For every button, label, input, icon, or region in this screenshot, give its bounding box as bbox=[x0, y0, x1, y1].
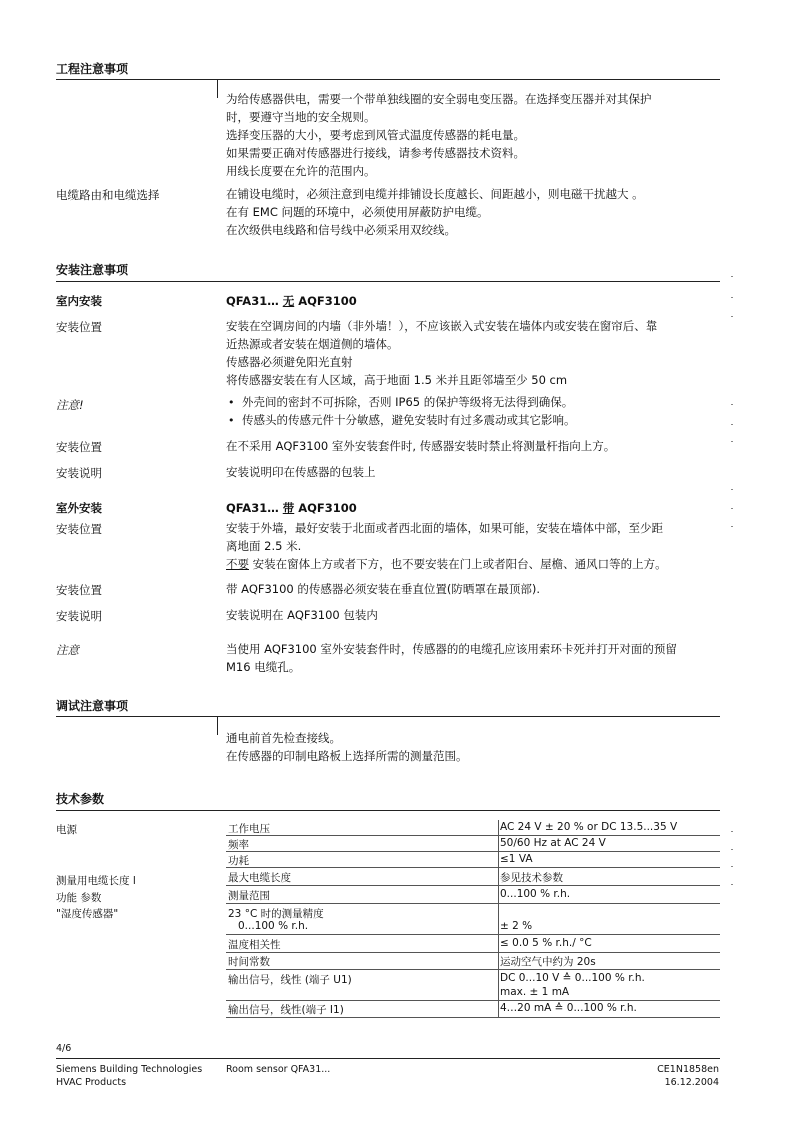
install-location-text: 带 AQF3100 的传感器必须安装在垂直位置(防晒罩在最顶部). bbox=[226, 582, 541, 596]
text-line: 在有 EMC 问题的环境中，必须使用屏蔽防护电缆。 bbox=[226, 205, 489, 219]
cell-divider bbox=[498, 1001, 499, 1017]
model-accessory: AQF3100 bbox=[294, 294, 357, 308]
param-cell: 频率 bbox=[228, 839, 249, 851]
footer-doc-title: Room sensor QFA31... bbox=[226, 1064, 331, 1075]
section-heading-commissioning: 调试注意事项 bbox=[56, 699, 129, 713]
table-row bbox=[226, 1001, 720, 1018]
text-line: 离地面 2.5 米. bbox=[226, 539, 302, 553]
install-location-label: 安装位置 bbox=[56, 583, 102, 597]
text-line: 在铺设电缆时，必须注意到电缆并排铺设长度越长、间距越小，则电磁干扰越大 。 bbox=[226, 187, 644, 201]
commissioning-text bbox=[226, 729, 468, 765]
install-location-text bbox=[226, 317, 657, 389]
value-subcell: max. ± 1 mA bbox=[500, 986, 570, 998]
text-line: 安装在空调房间的内墙（非外墙！），不应该嵌入式安装在墙体内或安装在窗帘后、靠 bbox=[226, 319, 658, 333]
value-cell: ≤ 0.0 5 % r.h./ °C bbox=[500, 937, 592, 949]
text-line: 安装于外墙，最好安装于北面或者西北面的墙体，如果可能，安装在墙体中部，至少距 bbox=[226, 521, 663, 535]
footer-date: 16.12.2004 bbox=[664, 1077, 719, 1088]
param-cell: 功耗 bbox=[228, 855, 249, 867]
value-cell: ≤1 VA bbox=[500, 853, 533, 865]
text-line: 传感器必须避免阳光直射 bbox=[226, 355, 353, 369]
value-cell: 50/60 Hz at AC 24 V bbox=[500, 837, 606, 849]
margin-mark bbox=[731, 297, 733, 298]
value-cell: 4…20 mA ≙ 0...100 % r.h. bbox=[500, 1002, 637, 1014]
indoor-model bbox=[226, 293, 357, 309]
cell-divider bbox=[498, 904, 499, 934]
tech-label-humidity: "湿度传感器" bbox=[56, 908, 119, 920]
model-name: QFA31… bbox=[226, 501, 283, 515]
param-cell: 时间常数 bbox=[228, 956, 270, 968]
table-row bbox=[226, 868, 720, 886]
warning-keyword: 不要 bbox=[226, 557, 249, 571]
bullet-icon: • bbox=[228, 396, 235, 409]
text-line: 当使用 AQF3100 室外安装套件时，传感器的的电缆孔应该用索环卡死并打开对面的预留 bbox=[226, 642, 677, 656]
note-text bbox=[226, 640, 677, 676]
table-row bbox=[226, 852, 720, 868]
value-cell: ± 2 % bbox=[500, 920, 533, 932]
model-qualifier: 带 bbox=[282, 501, 295, 515]
engineering-paragraph bbox=[226, 90, 652, 180]
text-line: 如果需要正确对传感器进行接线，请参考传感器技术资料。 bbox=[226, 146, 525, 160]
param-cell: 23 °C 时的测量精度 bbox=[228, 908, 324, 920]
margin-mark bbox=[731, 866, 733, 867]
footer-doc-id: CE1N1858en bbox=[657, 1064, 719, 1075]
cell-divider bbox=[498, 886, 499, 903]
table-row bbox=[226, 836, 720, 852]
tech-label-power: 电源 bbox=[56, 824, 77, 836]
cell-divider bbox=[498, 970, 499, 1000]
param-cell: 测量范围 bbox=[228, 890, 270, 902]
cell-divider bbox=[498, 953, 499, 969]
margin-mark bbox=[731, 884, 733, 885]
install-location-text bbox=[226, 519, 667, 573]
value-cell: 运动空气中约为 20s bbox=[500, 956, 596, 968]
install-location-label: 安装位置 bbox=[56, 522, 102, 536]
text-line: 为给传感器供电，需要一个带单独线圈的安全弱电变压器。在选择变压器并对其保护 bbox=[226, 92, 652, 106]
footer-company: Siemens Building Technologies bbox=[56, 1064, 203, 1075]
tech-label-function: 功能 参数 bbox=[56, 892, 102, 904]
section-heading-installation: 安装注意事项 bbox=[56, 263, 129, 277]
cell-divider bbox=[498, 820, 499, 835]
section-vline bbox=[217, 80, 218, 98]
footer-rule bbox=[56, 1058, 720, 1059]
text-line: 选择变压器的大小，要考虑到风管式温度传感器的耗电量。 bbox=[226, 128, 525, 142]
section-rule bbox=[56, 716, 720, 717]
table-row bbox=[226, 935, 720, 953]
section-heading-engineering: 工程注意事项 bbox=[56, 62, 129, 76]
page-number: 4/6 bbox=[56, 1043, 72, 1054]
text-line: 在次级供电线路和信号线中必须采用双绞线。 bbox=[226, 223, 456, 237]
outdoor-model bbox=[226, 500, 357, 516]
note-label: 注意 bbox=[56, 643, 79, 657]
margin-mark bbox=[731, 276, 733, 277]
value-cell: AC 24 V ± 20 % or DC 13.5...35 V bbox=[500, 821, 678, 833]
install-instruction-text: 安装说明在 AQF3100 包装内 bbox=[226, 608, 378, 622]
value-cell: 0...100 % r.h. bbox=[500, 888, 571, 900]
table-row bbox=[226, 886, 720, 904]
param-subcell: 0...100 % r.h. bbox=[238, 920, 309, 932]
margin-mark bbox=[731, 404, 733, 405]
install-instruction-label: 安装说明 bbox=[56, 609, 102, 623]
text-line: 在传感器的印制电路板上选择所需的测量范围。 bbox=[226, 749, 468, 763]
param-cell: 温度相关性 bbox=[228, 939, 281, 951]
section-heading-technical: 技术参数 bbox=[56, 792, 105, 806]
table-row bbox=[226, 904, 720, 935]
margin-mark bbox=[731, 526, 733, 527]
text-line: M16 电缆孔。 bbox=[226, 660, 301, 674]
install-instruction-text: 安装说明印在传感器的包装上 bbox=[226, 465, 376, 479]
cell-divider bbox=[498, 852, 499, 867]
table-row bbox=[226, 953, 720, 970]
cell-divider bbox=[498, 868, 499, 885]
section-rule bbox=[56, 79, 720, 80]
margin-mark bbox=[731, 489, 733, 490]
margin-mark bbox=[731, 424, 733, 425]
table-row bbox=[226, 820, 720, 836]
bullet-icon: • bbox=[228, 414, 235, 427]
cell-divider bbox=[498, 935, 499, 952]
note-label: 注意! bbox=[56, 398, 84, 412]
text-line: 用线长度要在允许的范围内。 bbox=[226, 164, 376, 178]
cell-divider bbox=[498, 836, 499, 851]
margin-mark bbox=[731, 849, 733, 850]
param-cell: 输出信号，线性(端子 I1) bbox=[228, 1004, 344, 1016]
text-line: 将传感器安装在有人区域，高于地面 1.5 米并且距邻墙至少 50 cm bbox=[226, 373, 568, 387]
section-rule bbox=[56, 810, 720, 811]
note-bullet: 外壳间的密封不可拆除，否则 IP65 的保护等级将无法得到确保。 bbox=[242, 395, 574, 409]
indoor-installation-label: 室内安装 bbox=[56, 294, 102, 308]
install-location-label: 安装位置 bbox=[56, 440, 102, 454]
value-cell: 参见技术参数 bbox=[500, 872, 563, 884]
section-rule bbox=[56, 281, 720, 282]
param-cell: 最大电缆长度 bbox=[228, 872, 291, 884]
table-row bbox=[226, 970, 720, 1001]
margin-mark bbox=[731, 316, 733, 317]
param-cell: 工作电压 bbox=[228, 823, 270, 835]
param-cell: 输出信号，线性 (端子 U1) bbox=[228, 974, 352, 986]
install-location-text: 在不采用 AQF3100 室外安装套件时, 传感器安装时禁止将测量杆指向上方。 bbox=[226, 439, 616, 453]
model-accessory: AQF3100 bbox=[294, 501, 357, 515]
note-bullet: 传感头的传感元件十分敏感，避免安装时有过多震动或其它影响。 bbox=[242, 413, 576, 427]
warning-line bbox=[226, 555, 667, 573]
text-line: 时，要遵守当地的安全规则。 bbox=[226, 110, 376, 124]
model-qualifier: 无 bbox=[282, 294, 295, 308]
cable-routing-label: 电缆路由和电缆选择 bbox=[56, 188, 160, 202]
model-name: QFA31… bbox=[226, 294, 283, 308]
text-line: 近热源或者安装在烟道侧的墙体。 bbox=[226, 337, 399, 351]
value-cell: DC 0...10 V ≙ 0...100 % r.h. bbox=[500, 972, 645, 984]
text-line: 通电前首先检查接线。 bbox=[226, 731, 341, 745]
margin-mark bbox=[731, 441, 733, 442]
margin-mark bbox=[731, 831, 733, 832]
outdoor-installation-label: 室外安装 bbox=[56, 501, 102, 515]
install-location-label: 安装位置 bbox=[56, 320, 102, 334]
tech-label-cable: 测量用电缆长度 l bbox=[56, 875, 136, 887]
cable-routing-text bbox=[226, 185, 644, 239]
footer-division: HVAC Products bbox=[56, 1077, 127, 1088]
install-instruction-label: 安装说明 bbox=[56, 466, 102, 480]
margin-mark bbox=[731, 508, 733, 509]
section-vline bbox=[217, 717, 218, 735]
warning-text: 安装在窗体上方或者下方，也不要安装在门上或者阳台、屋檐、通风口等的上方。 bbox=[249, 557, 667, 571]
